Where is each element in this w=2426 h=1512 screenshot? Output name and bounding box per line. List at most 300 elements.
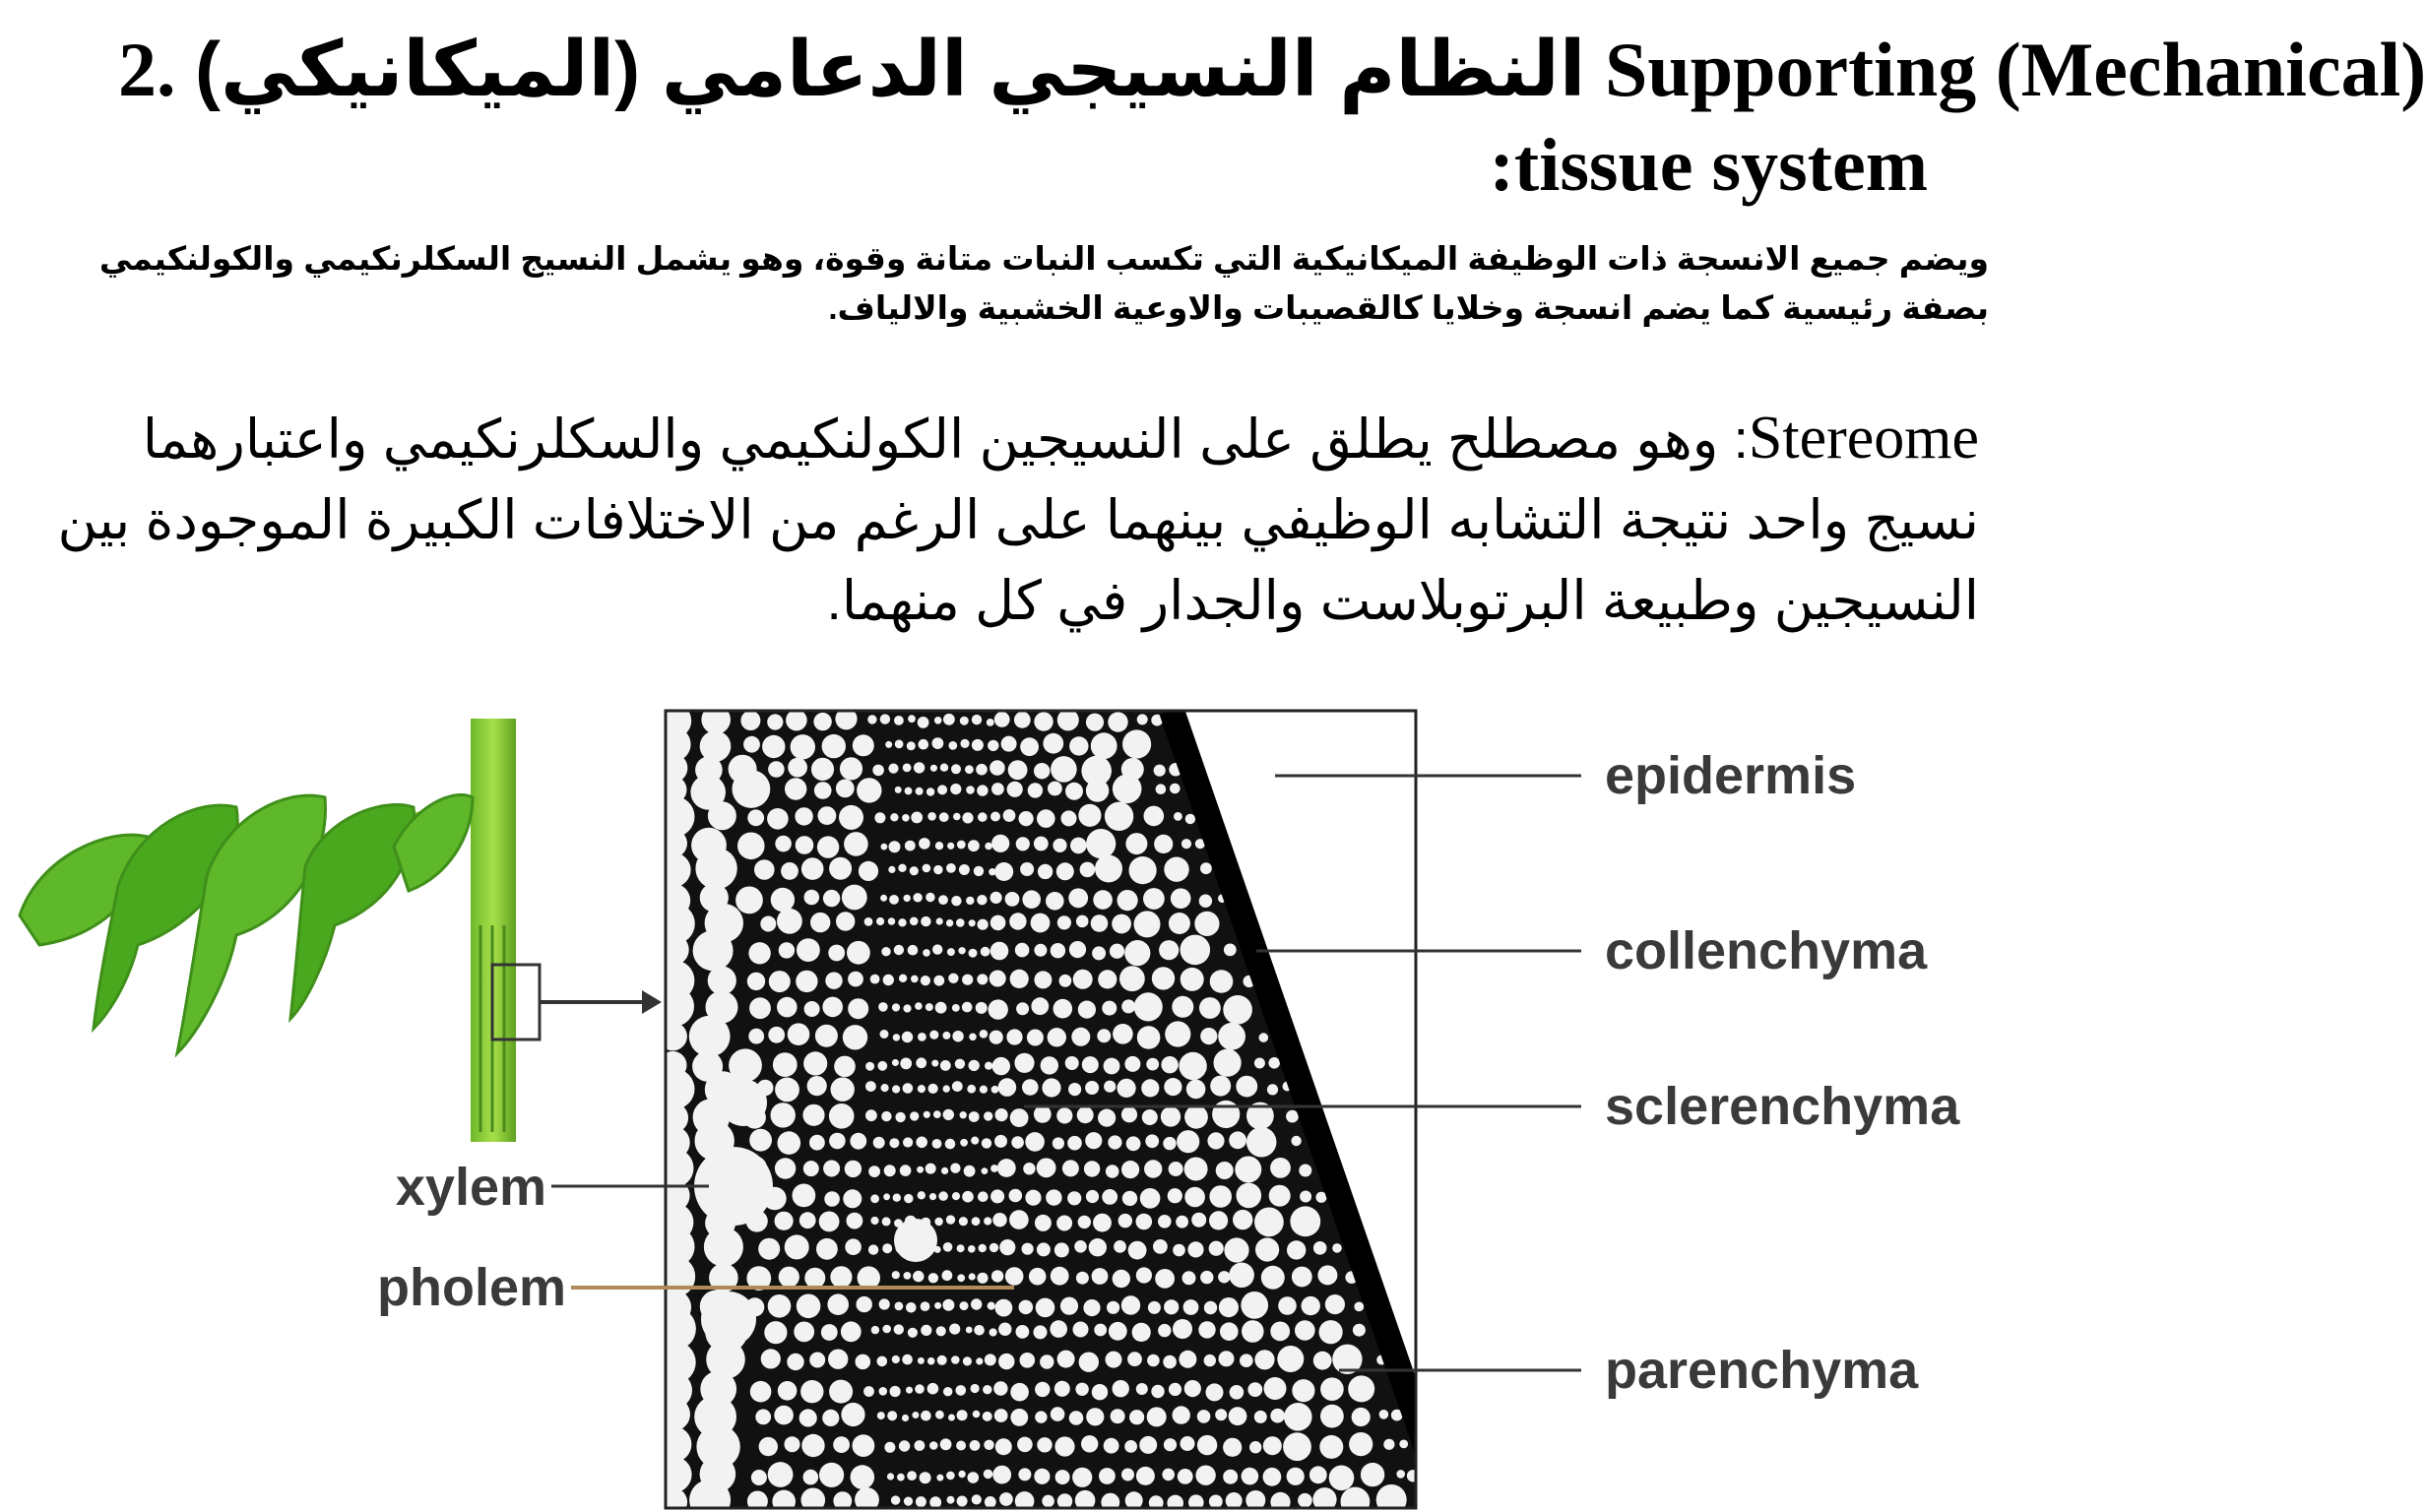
cell [1171,888,1191,909]
cell [916,1057,926,1068]
cell [1038,864,1053,879]
cell [1313,1241,1327,1255]
cell [768,1462,794,1487]
cell [951,896,961,906]
cell [804,1268,825,1289]
cell [829,1133,846,1150]
cell [1071,1028,1090,1046]
cell [1145,1134,1159,1148]
cell [1169,913,1190,934]
cell [1081,1435,1098,1452]
cell [1216,1162,1234,1179]
cell [998,1354,1014,1369]
cell [829,857,852,880]
cell [963,1356,972,1365]
cell [873,1137,885,1149]
cell [932,944,942,954]
cell [1068,888,1088,908]
cell [740,711,760,730]
cell [892,1003,900,1011]
cell [960,1111,967,1118]
cell [926,788,934,795]
cell [938,895,948,905]
cell [708,967,736,995]
cell [1147,1407,1167,1426]
cell [781,862,798,880]
cell [980,1030,989,1039]
cell [1086,779,1109,801]
cell [1247,1382,1262,1397]
cell [1302,1296,1320,1315]
cell [1320,1377,1344,1401]
cell [1144,1160,1162,1177]
cell [1148,1301,1161,1314]
cell [1068,1083,1081,1096]
cell [977,1273,988,1284]
cell [1259,1033,1269,1042]
cell [884,1442,895,1453]
cell [708,801,736,830]
cell [911,812,923,824]
cell [1298,1493,1312,1508]
cell [991,783,1004,795]
cell [911,976,919,983]
cell [1092,946,1106,960]
cell [1319,1435,1343,1459]
cell [994,1135,1007,1148]
cell [946,919,953,926]
cell [990,1243,998,1252]
cell [1317,1265,1337,1285]
cell [966,786,975,794]
cell [1292,1379,1314,1402]
cell [903,1083,914,1094]
cell [1132,1323,1151,1342]
cell [921,1325,931,1336]
cell [919,739,929,750]
title-number: 2. [118,27,176,112]
cell [1127,1352,1142,1366]
cell [788,758,807,778]
cell [813,713,831,730]
cell [1242,1320,1264,1343]
cell [1017,1437,1033,1453]
cell [1069,941,1086,958]
cell [879,1387,888,1396]
cell [899,1440,910,1451]
cell [910,917,919,926]
cell [737,833,765,860]
cell [777,997,798,1018]
cell [951,1355,960,1364]
cell [988,1302,995,1310]
cell [1332,1243,1342,1253]
cell [1084,1161,1100,1176]
cell [1242,1468,1259,1485]
cell [1270,1322,1290,1342]
cell [1137,1026,1161,1049]
cell [1191,1213,1206,1228]
cell [1233,1210,1252,1229]
cell [1200,862,1212,874]
cell [775,1158,796,1178]
cell [656,1457,692,1493]
cell [1121,1161,1139,1178]
cell [1051,1407,1065,1421]
cell [1056,1216,1072,1231]
tomato-plant-illustration [20,719,662,1142]
cell [749,1129,772,1152]
cell [1254,1208,1284,1237]
cell [1220,1322,1239,1341]
cell [1181,1436,1195,1451]
cell [1102,1189,1117,1205]
cell [1169,1383,1181,1396]
cell [1161,1106,1181,1126]
cell [823,890,840,907]
cell [847,941,870,965]
cell [689,1016,731,1057]
cell [841,1403,864,1426]
cell [876,917,884,925]
cell [983,1385,991,1394]
cell [984,1440,993,1450]
cell [819,1212,840,1232]
cell [894,716,904,725]
cell [960,1301,969,1310]
cell [1019,1300,1034,1315]
cell [991,1270,1003,1282]
cell [821,1324,838,1341]
cell [1009,1210,1029,1229]
cell [758,1238,780,1260]
cell [1031,997,1049,1015]
cell [841,1321,862,1342]
cell [788,1023,810,1045]
cell [864,917,873,926]
cell [748,1029,764,1044]
cell [916,1137,927,1149]
cell [990,892,1002,904]
cell [1048,782,1062,796]
cell [1080,862,1096,878]
cell [1142,1109,1158,1125]
cell [990,1328,997,1336]
cell [825,973,842,989]
cell [882,1325,891,1334]
cell [850,1133,866,1150]
cell [990,760,1005,776]
cell [978,919,989,930]
cell [940,1060,951,1071]
cell [1121,1106,1137,1122]
cell [974,866,984,876]
cell [897,1474,905,1481]
cell [956,1441,966,1451]
cell [888,917,896,925]
cell [1050,1320,1067,1338]
cell [926,1164,936,1174]
cell [822,997,843,1018]
cell [769,971,791,992]
label-epidermis: epidermis [1605,746,1857,805]
cell [801,1434,824,1457]
cell [1054,1242,1069,1257]
cell [1119,966,1145,991]
cell [834,1056,856,1078]
cell [1177,1130,1199,1153]
cell [1241,1292,1268,1319]
cell [870,1217,878,1225]
cell [749,997,771,1019]
cell [1075,1383,1088,1396]
cell [971,1384,980,1393]
cell [950,784,961,794]
cell [951,764,961,774]
cell [1226,1492,1243,1509]
cell [972,715,982,724]
cell [936,1326,946,1336]
cell [747,809,764,826]
cell [1164,1438,1177,1451]
cell [823,1161,840,1177]
cell [1067,1191,1081,1205]
cell [1329,1466,1355,1491]
cell [1134,992,1163,1021]
cell [1054,1436,1074,1456]
cell [1073,1322,1089,1338]
title-continuation: :tissue system [1489,124,1928,207]
cell [1078,804,1101,827]
cell [1105,802,1133,831]
cell [1076,915,1089,928]
cell [904,1194,913,1203]
cell [1001,736,1017,752]
cell [797,938,820,962]
cell [1059,975,1072,987]
cell [795,807,812,825]
cell [1069,1411,1084,1425]
cell [1379,1410,1389,1419]
cell [1139,1436,1157,1454]
cell [957,1274,965,1282]
cell [1141,1079,1159,1097]
cell [976,764,988,776]
cell [1129,856,1157,884]
cell [1184,1187,1205,1208]
cell [898,864,906,872]
cell [1034,837,1049,851]
cell [899,975,907,982]
cell [1114,1240,1126,1253]
cell [915,1440,926,1451]
cell [1383,1439,1394,1450]
cell [779,1267,799,1288]
cell [1025,1132,1045,1152]
cell [928,1084,938,1094]
cell [948,974,958,983]
cell [1212,1101,1240,1128]
cell [856,1354,871,1370]
cell [890,1386,901,1397]
cell [894,1219,937,1262]
cell [965,765,974,774]
cell [921,916,930,926]
cell [978,812,988,822]
cell [1098,1109,1116,1127]
cell [1086,1408,1104,1425]
cell [1057,915,1071,929]
cell [995,1438,1012,1455]
cell [992,1466,1011,1484]
cell [912,1412,919,1418]
cell [1181,839,1191,849]
cell [870,1194,879,1203]
cell [957,841,966,850]
cell [1270,1158,1291,1178]
cell [1040,1354,1053,1368]
cell [767,808,789,830]
cell [1277,1346,1304,1372]
cell [989,999,1008,1019]
cell [880,714,890,724]
cell [920,1472,931,1483]
cell [1319,1320,1343,1344]
cell [809,1135,825,1151]
cell [924,1111,930,1118]
cell [966,897,974,905]
cell [878,1002,888,1012]
cell [990,1165,998,1172]
cell [843,1025,867,1049]
cell [1074,1240,1087,1253]
cell [935,1411,944,1419]
cell [1082,1056,1099,1073]
cell [1230,1385,1245,1400]
cell [888,866,895,873]
cell [990,915,1006,931]
cell [943,1085,950,1092]
cell [1178,1469,1193,1484]
cell [879,1298,890,1309]
cell [950,1164,960,1173]
cell [994,712,1010,727]
cell [764,1321,787,1344]
cell [902,814,910,822]
cell [1197,1435,1217,1455]
cell [1124,1056,1140,1072]
cell [1183,1299,1199,1315]
cell [910,866,919,875]
cell [952,1192,960,1200]
cell [969,919,976,926]
cell [1109,1322,1127,1341]
cell [1122,729,1151,758]
cell [1136,1267,1152,1283]
cell [1210,1076,1231,1097]
cell [1037,1242,1051,1256]
cell [1043,733,1063,754]
cell [1283,1432,1311,1461]
cell [1352,1408,1371,1426]
cell [1284,1403,1312,1431]
cell [815,1025,838,1047]
cell [940,764,948,772]
cell [1187,1241,1203,1257]
cell [1065,1056,1079,1070]
cell [885,741,892,748]
cell [1112,914,1131,934]
cell [1264,1377,1287,1400]
cell [915,1384,925,1394]
cell [937,1355,947,1365]
cell [1287,1468,1305,1485]
cell [1107,1301,1119,1314]
cell [829,1103,855,1129]
cell [759,1437,778,1456]
cell [1042,1078,1060,1097]
cell [857,778,881,802]
cell [1016,837,1030,850]
cell [1156,784,1167,794]
cell [1163,1355,1177,1369]
cell [747,973,765,990]
cell [1011,1136,1024,1149]
cell [1005,1267,1024,1286]
cell [1077,1106,1094,1123]
cell [881,947,890,956]
cell [829,1380,853,1404]
cell [1396,1470,1405,1479]
cell [1093,890,1113,910]
cell [932,1139,942,1149]
cell [1200,1271,1213,1284]
cell [972,1494,982,1504]
label-collenchyma: collenchyma [1605,921,1928,980]
cell [907,1471,917,1480]
cell [1113,775,1142,804]
cell [1022,1243,1034,1255]
cell [1037,1158,1056,1177]
cell [1300,1191,1311,1203]
cell [1083,1299,1100,1316]
cell [903,1004,911,1012]
cell [848,972,863,987]
cell [998,1078,1017,1097]
cell [1117,890,1138,911]
cell [1197,1410,1211,1423]
cell [968,1472,980,1483]
cell [1176,1216,1188,1228]
cell [1292,1267,1312,1288]
cell [1053,839,1066,852]
cell [1034,1105,1052,1123]
cell [1067,1136,1082,1151]
cell [771,888,795,912]
cell [1195,1466,1215,1485]
cell [1036,1298,1055,1318]
cell [921,976,930,985]
cell [984,1470,993,1480]
cell [988,740,998,751]
cell [968,1245,976,1253]
cell [1164,857,1188,882]
cell [979,1244,987,1252]
cell [778,1131,801,1155]
cell [865,1109,877,1121]
cell [1254,1350,1274,1369]
cell [946,863,956,873]
